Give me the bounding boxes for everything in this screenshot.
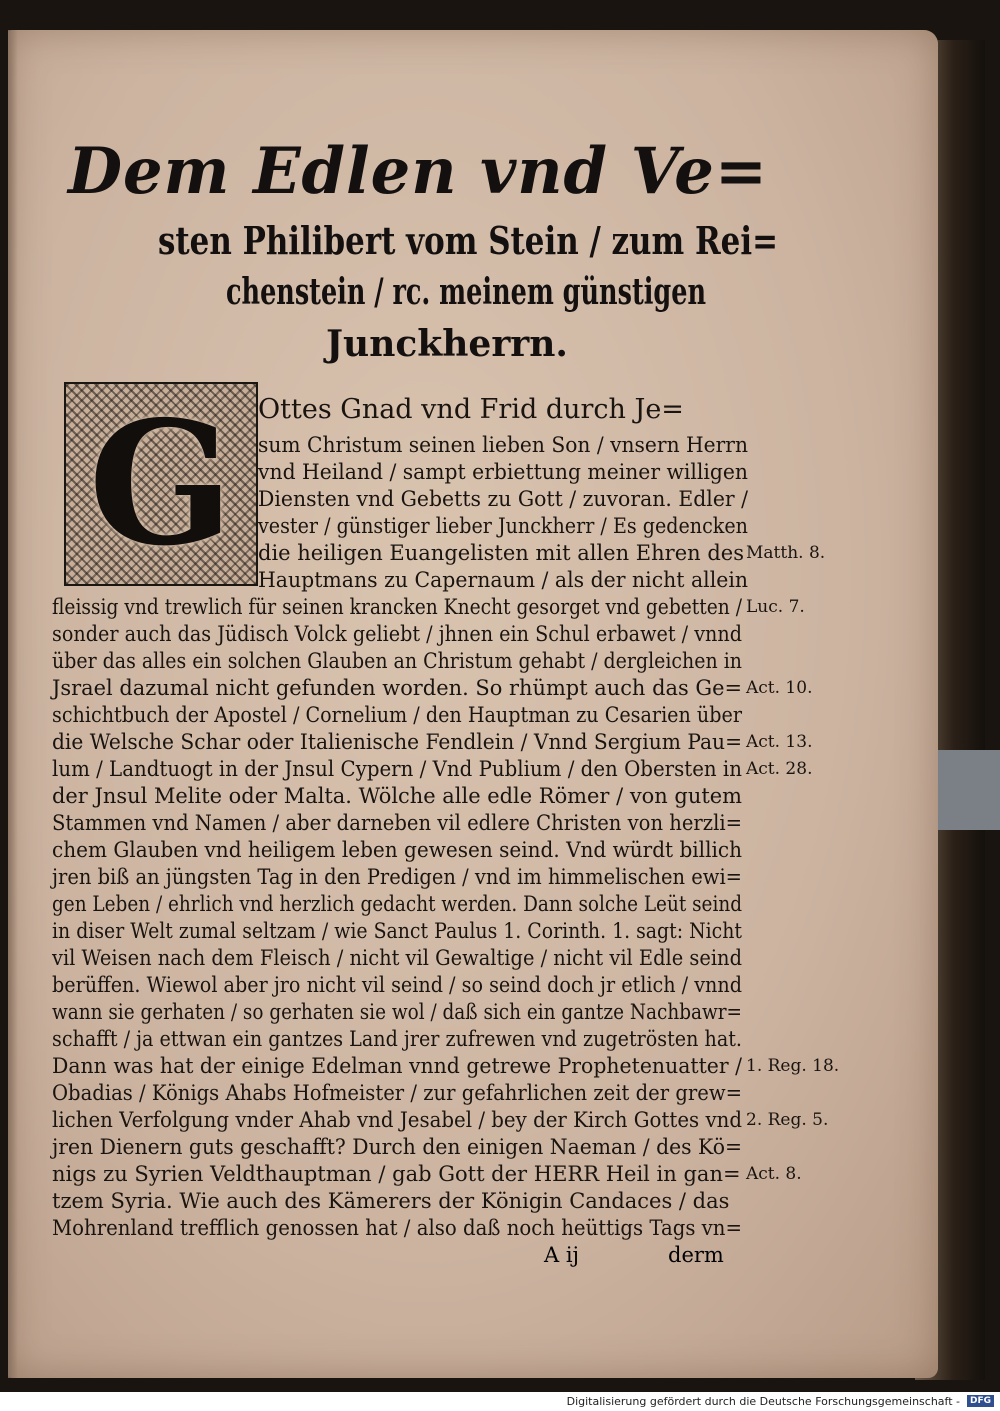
margin-note: Act. 28. xyxy=(746,759,813,779)
signature-mark: A ij xyxy=(544,1243,580,1267)
title-line-3: chenstein / rc. meinem günstigen xyxy=(226,271,706,313)
text-line: Mohrenland trefflich genossen hat / also daß noch heüttigs Tags vn= xyxy=(52,1216,742,1240)
text-line: chem Glauben vnd heiligem leben gewesen seind. Vnd würdt billich xyxy=(52,838,742,862)
text-line: Diensten vnd Gebetts zu Gott / zuvoran. Edler / xyxy=(258,487,748,511)
text-line: tzem Syria. Wie auch des Kämerers der Königin Candaces / das xyxy=(52,1189,730,1213)
text-line: Stammen vnd Namen / aber darneben vil edlere Christen von herzli= xyxy=(52,811,742,835)
title-line-2: sten Philibert vom Stein / zum Rei= xyxy=(158,218,778,263)
text-line: jren biß an jüngsten Tag in den Predigen / vnd im himmelischen ewi= xyxy=(52,865,742,889)
footer-bar xyxy=(0,1392,1000,1411)
text-line: jren Dienern guts geschafft? Durch den einigen Naeman / des Kö= xyxy=(52,1135,742,1159)
text-line: Dann was hat der einige Edelman vnnd getrewe Prophetenuatter / xyxy=(52,1054,742,1078)
text-line: vnd Heiland / sampt erbiettung meiner willigen xyxy=(258,460,748,484)
text-line: über das alles ein solchen Glauben an Christum gehabt / dergleichen in xyxy=(52,649,742,673)
margin-note: Matth. 8. xyxy=(746,543,826,563)
title-line-4: Junckherrn. xyxy=(326,323,568,365)
text-line: Ottes Gnad vnd Frid durch Je= xyxy=(258,394,684,425)
text-line: lum / Landtuogt in der Jnsul Cypern / Vnd Publium / den Obersten in xyxy=(52,757,742,781)
text-line: gen Leben / ehrlich vnd herzlich gedacht werden. Dann solche Leüt seind xyxy=(52,892,742,916)
text-line: sonder auch das Jüdisch Volck geliebt / jhnen ein Schul erbawet / vnnd xyxy=(52,622,742,646)
margin-note: Luc. 7. xyxy=(746,597,805,617)
text-line: sum Christum seinen lieben Son / vnsern Herrn xyxy=(258,433,748,457)
footer-credit: Digitalisierung gefördert durch die Deutsche Forschungsgemeinschaft - xyxy=(566,1395,960,1408)
text-line: vil Weisen nach dem Fleisch / nicht vil Gewaltige / nicht vil Edle seind xyxy=(52,946,742,970)
text-line: lichen Verfolgung vnder Ahab vnd Jesabel / bey der Kirch Gottes vnd xyxy=(52,1108,742,1132)
text-line: schafft / ja ettwan ein gantzes Land jrer zufrewen vnd zugetrösten hat. xyxy=(52,1027,742,1051)
margin-note: 1. Reg. 18. xyxy=(746,1056,840,1076)
dfg-logo: DFG xyxy=(967,1395,994,1407)
text-line: in diser Welt zumal seltzam / wie Sanct Paulus 1. Corinth. 1. sagt: Nicht xyxy=(52,919,742,943)
text-line: Hauptmans zu Capernaum / als der nicht allein xyxy=(258,568,748,592)
text-line: wann sie gerhaten / so gerhaten sie wol / daß sich ein gantze Nachbawr= xyxy=(52,1000,742,1024)
text-line: Jsrael dazumal nicht gefunden worden. So rhümpt auch das Ge= xyxy=(52,676,742,700)
text-line: fleissig vnd trewlich für seinen krancken Knecht gesorget vnd gebetten / xyxy=(52,595,742,619)
catchword: derm xyxy=(668,1243,724,1267)
margin-note: 2. Reg. 5. xyxy=(746,1110,829,1130)
initial-letter: G xyxy=(88,384,234,584)
text-line: die heiligen Euangelisten mit allen Ehren des xyxy=(258,541,744,565)
text-line: nigs zu Syrien Veldthauptman / gab Gott der HERR Heil in gan= xyxy=(52,1162,741,1186)
title-line-1: Dem Edlen vnd Ve= xyxy=(68,134,768,209)
text-line: Obadias / Königs Ahabs Hofmeister / zur gefahrlichen zeit der grew= xyxy=(52,1081,742,1105)
book-page xyxy=(8,30,938,1378)
text-line: die Welsche Schar oder Italienische Fendlein / Vnnd Sergium Pau= xyxy=(52,730,742,754)
text-line: schichtbuch der Apostel / Cornelium / den Hauptman zu Cesarien über xyxy=(52,703,742,727)
margin-note: Act. 10. xyxy=(746,678,813,698)
margin-note: Act. 8. xyxy=(746,1164,802,1184)
text-line: der Jnsul Melite oder Malta. Wölche alle edle Römer / von gutem xyxy=(52,784,742,808)
text-line: vester / günstiger lieber Junckherr / Es gedencken xyxy=(258,514,748,538)
margin-note: Act. 13. xyxy=(746,732,813,752)
text-line: berüffen. Wiewol aber jro nicht vil seind / so seind doch jr etlich / vnnd xyxy=(52,973,742,997)
